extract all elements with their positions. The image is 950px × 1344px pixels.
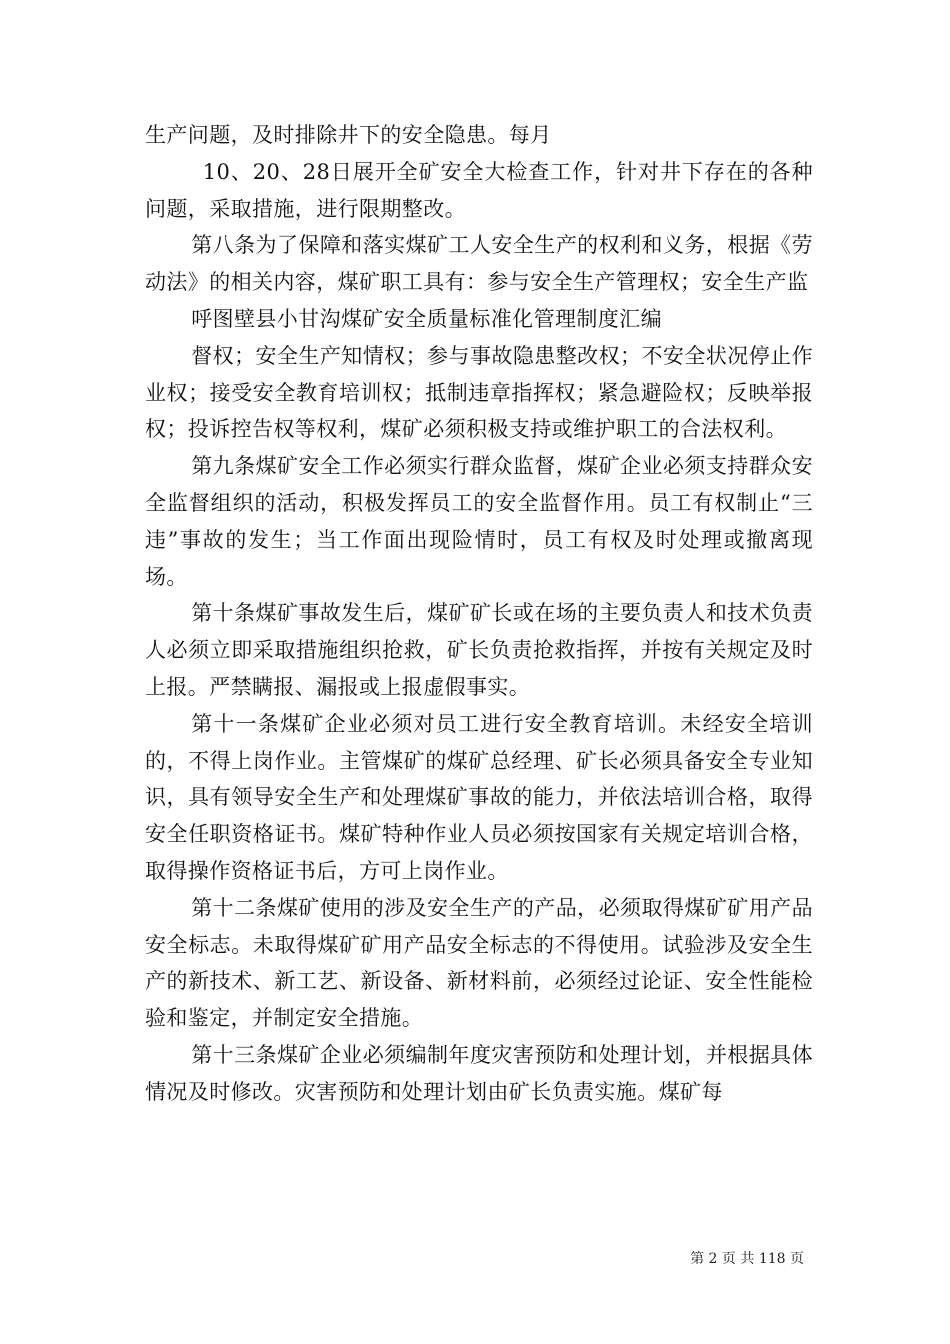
paragraph-article-13: 第十三条煤矿企业必须编制年度灾害预防和处理计划，并根据具体情况及时修改。灾害预防和处理计划由矿长负责实施。煤矿每 [145, 1042, 813, 1104]
page-number-footer: 第 2 页 共 118 页 [690, 1251, 804, 1267]
paragraph-inspection-dates: 10、20、28日展开全矿安全大检查工作，针对井下存在的各种问题，采取措施，进行限期整改。 [145, 159, 813, 221]
running-header-title: 呼图壁县小甘沟煤矿安全质量标准化管理制度汇编 [191, 306, 662, 331]
paragraph-article-8: 第八条为了保障和落实煤矿工人安全生产的权利和义务，根据《劳动法》的相关内容，煤矿职工具有：参与安全生产管理权；安全生产监 [145, 233, 813, 295]
paragraph-article-9: 第九条煤矿安全工作必须实行群众监督，煤矿企业必须支持群众安全监督组织的活动，积极发挥员工的安全监督作用。员工有权制止“三违”事故的发生；当工作面出现险情时，员工有权及时处理或撤离现场。 [145, 454, 813, 589]
paragraph-article-12: 第十二条煤矿使用的涉及安全生产的产品，必须取得煤矿矿用产品安全标志。未取得煤矿矿用产品安全标志的不得使用。试验涉及安全生产的新技术、新工艺、新设备、新材料前，必须经过论证、安全性能检验和鉴定，并制定安全措施。 [145, 895, 813, 1031]
paragraph-article-10: 第十条煤矿事故发生后，煤矿矿长或在场的主要负责人和技术负责人必须立即采取措施组织抢救，矿长负责抢救指挥，并按有关规定及时上报。严禁瞒报、漏报或上报虚假事实。 [145, 601, 813, 699]
document-body [145, 117, 813, 1111]
paragraph-article-8-cont: 督权；安全生产知情权；参与事故隐患整改权；不安全状况停止作业权；接受安全教育培训权；抵制违章指挥权；紧急避险权；反映举报权；投诉控告权等权利，煤矿必须积极支持或维护职工的合法权利。 [145, 343, 813, 442]
paragraph-article-11: 第十一条煤矿企业必须对员工进行安全教育培训。未经安全培训的，不得上岗作业。主管煤矿的煤矿总经理、矿长必须具备安全专业知识，具有领导安全生产和处理煤矿事故的能力，并依法培训合格，取得安全任职资格证书。煤矿特种作业人员必须按国家有关规定培训合格，取得操作资格证书后，方可上岗作业。 [145, 711, 813, 883]
paragraph-continuation: 生产问题，及时排除井下的安全隐患。每月 [145, 123, 552, 147]
